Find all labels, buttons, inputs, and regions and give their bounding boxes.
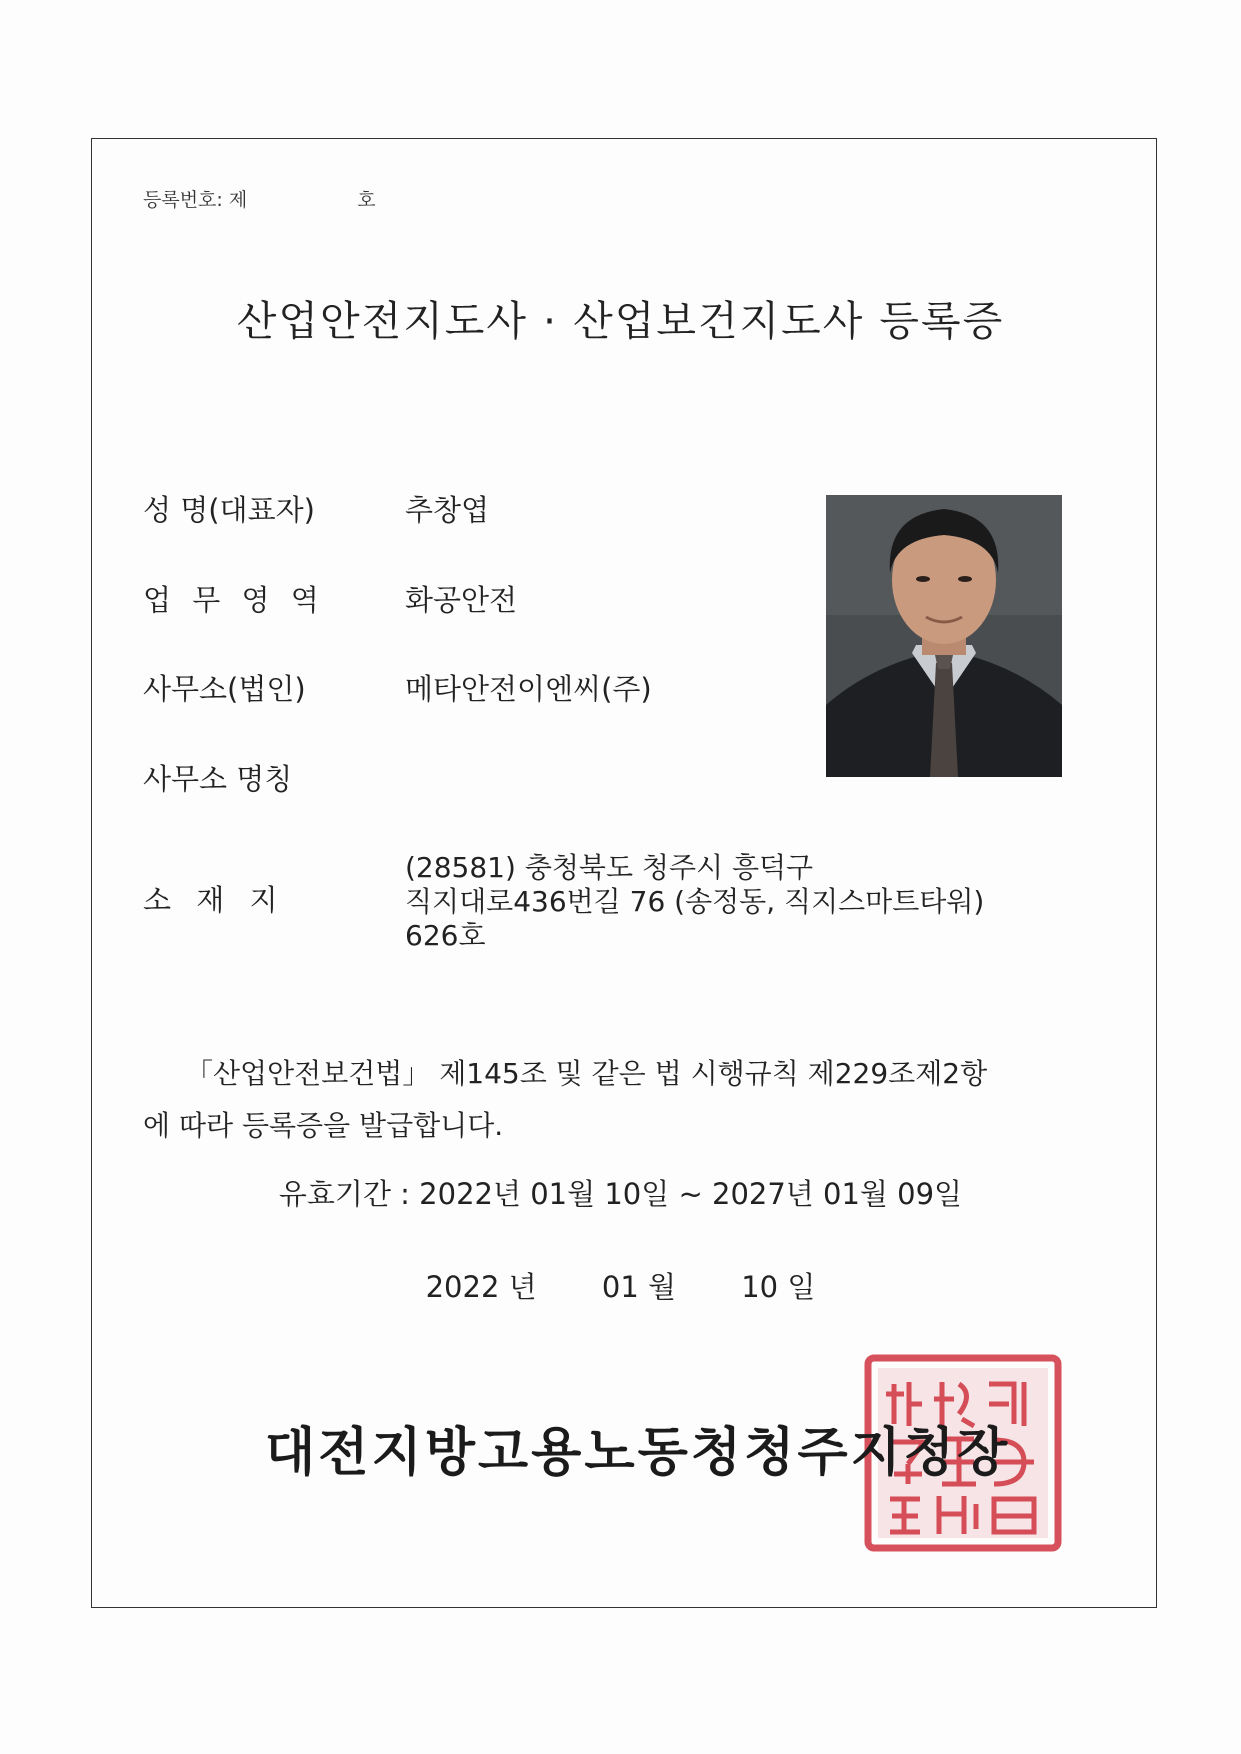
legal-statement-line-1: 「산업안전보건법」 제145조 및 같은 법 시행규칙 제229조제2항: [185, 1057, 988, 1090]
portrait-photo: [826, 495, 1062, 777]
issue-date: [0, 1265, 1241, 1306]
name-value: 추창엽: [405, 493, 490, 527]
registration-suffix: 호: [357, 189, 376, 211]
address-line-3: 626호: [405, 919, 486, 952]
address-line-1: (28581) 충청북도 청주시 흥덕구: [405, 851, 814, 884]
legal-statement-line-2: 에 따라 등록증을 발급합니다.: [143, 1109, 504, 1142]
field-label: 업 무 영 역: [143, 583, 325, 617]
registration-number: [143, 185, 376, 212]
issue-month: 01 월: [601, 1270, 677, 1304]
address-line-2: 직지대로436번길 76 (송정동, 직지스마트타워): [405, 885, 985, 918]
legal-statement: [143, 1048, 1093, 1152]
issue-year: 2022 년: [425, 1270, 537, 1304]
issue-day: 10 일: [741, 1270, 816, 1304]
location-label: 소 재 지: [143, 883, 286, 917]
office-name-label: 사무소 명칭: [143, 762, 293, 796]
issuer-name: 대전지방고용노동청청주지청장: [265, 1423, 1011, 1483]
registration-prefix: 등록번호: 제: [143, 189, 248, 211]
validity-period: 유효기간 : 2022년 01월 10일 ~ 2027년 01월 09일: [278, 1177, 963, 1211]
field-value: 화공안전: [405, 583, 518, 617]
document-title: 산업안전지도사 · 산업보건지도사 등록증: [236, 297, 1005, 345]
office-label: 사무소(법인): [143, 672, 306, 706]
office-value: 메타안전이엔씨(주): [405, 672, 652, 706]
name-label: 성 명(대표자): [143, 493, 315, 527]
